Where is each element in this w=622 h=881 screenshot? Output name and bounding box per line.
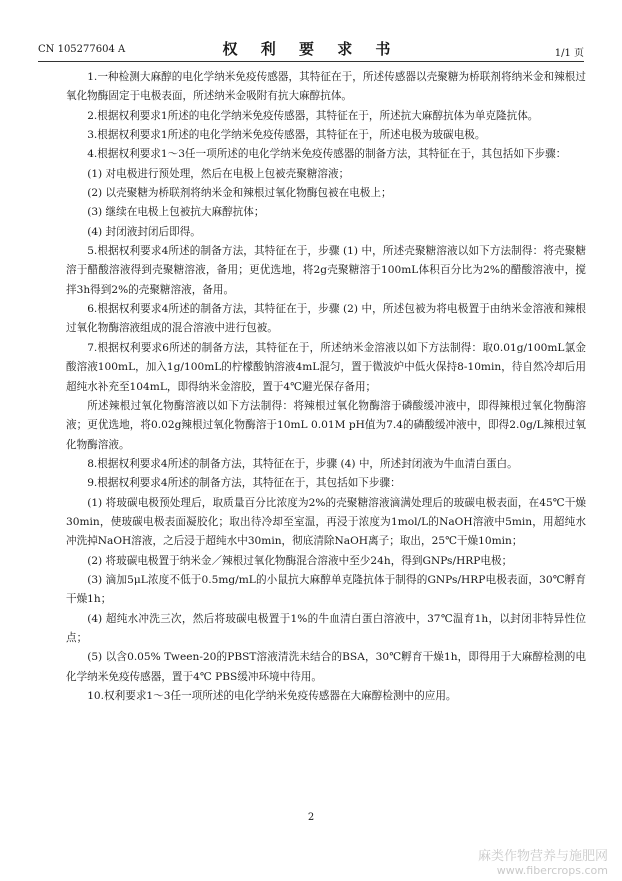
claim-8: 8.根据权利要求4所述的制备方法，其特征在于，步骤 (4) 中，所述封闭液为牛血清白蛋白。 — [87, 457, 518, 470]
claim-9-step-3: (3) 滴加5μL浓度不低于0.5mg/mL的小鼠抗大麻醇单克隆抗体于制得的GNPs/HRP电极表面，30℃孵育干燥1h； — [66, 573, 586, 606]
claim-4-step-1: (1) 对电极进行预处理，然后在电极上包被壳聚糖溶液； — [87, 167, 350, 180]
claim-4-step-3: (3) 继续在电极上包被抗大麻醇抗体； — [87, 206, 265, 219]
claim-9-step-1: (1) 将玻碳电极预处理后，取质量百分比浓度为2%的壳聚糖溶液滴满处理后的玻碳电极表面，在45℃干燥30min，使玻碳电极表面凝胶化；取出待冷却至室温，再浸于浓度为1mol/L的NaOH溶液中5min，用超纯水冲洗掉NaOH溶液，之后浸于超纯水中30min，彻底清除NaOH离子；取出，25℃干燥10min； — [66, 496, 586, 548]
header-divider — [38, 61, 584, 62]
claim-6: 6.根据权利要求4所述的制备方法，其特征在于，步骤 (2) 中，所述包被为将电极置于由纳米金溶液和辣根过氧化物酶溶液组成的混合溶液中进行包被。 — [66, 303, 586, 335]
page-number: 2 — [307, 812, 315, 823]
document-title: 权 利 要 求 书 — [222, 40, 400, 58]
claim-4: 4.根据权利要求1～3任一项所述的电化学纳米免疫传感器的制备方法，其特征在于，其包括如下步骤： — [87, 148, 567, 161]
claim-9: 9.根据权利要求4所述的制备方法，其特征在于，其包括如下步骤： — [87, 477, 401, 490]
claim-7: 7.根据权利要求6所述的制备方法，其特征在于，所述纳米金溶液以如下方法制得：取0.01g/100mL氯金酸溶液100mL，加入1g/100mL的柠檬酸钠溶液4mL混匀，置于微波炉中低火保持8-10min，待自然冷却后用超纯水补充至104mL，即得纳米金溶胶，置于4℃避光保存备用； — [66, 341, 586, 393]
watermark-url: www.fibercrops.com — [496, 864, 608, 877]
page-header — [38, 38, 584, 60]
claim-9-step-5: (5) 以含0.05% Tween-20的PBST溶液清洗未结合的BSA，30℃孵育干燥1h，即得用于大麻醇检测的电化学纳米免疫传感器，置于4℃ PBS缓冲环境中待用。 — [66, 651, 586, 683]
page-indicator: 1/1 页 — [554, 48, 584, 59]
watermark — [478, 845, 608, 877]
claims-body — [66, 68, 586, 706]
watermark-title: 麻类作物营养与施肥网 — [477, 849, 608, 864]
claim-3: 3.根据权利要求1所述的电化学纳米免疫传感器，其特征在于，所述电极为玻碳电极。 — [87, 129, 486, 142]
claim-10: 10.权利要求1～3任一项所述的电化学纳米免疫传感器在大麻醇检测中的应用。 — [87, 690, 457, 702]
claim-4-step-2: (2) 以壳聚糖为桥联剂将纳米金和辣根过氧化物酶包被在电极上； — [87, 187, 392, 200]
claim-7-continued: 所述辣根过氧化物酶溶液以如下方法制得：将辣根过氧化物酶溶于磷酸缓冲液中，即得辣根过氧化物酶溶液；更优选地，将0.02g辣根过氧化物酶溶于10mL 0.01M pH值为7.4的磷酸缓冲液中，即得2.0g/L辣根过氧化物酶溶液。 — [66, 399, 586, 451]
claim-9-step-2: (2) 将玻碳电极置于纳米金／辣根过氧化物酶混合溶液中至少24h，得到GNPs/HRP电极； — [87, 554, 513, 567]
claim-4-step-4: (4) 封闭液封闭后即得。 — [87, 225, 201, 238]
claim-1: 1.一种检测大麻醇的电化学纳米免疫传感器，其特征在于，所述传感器以壳聚糖为桥联剂将纳米金和辣根过氧化物酶固定于电极表面，所述纳米金吸附有抗大麻醇抗体。 — [66, 71, 586, 103]
document-number: CN 105277604 A — [38, 44, 126, 55]
claim-2: 2.根据权利要求1所述的电化学纳米免疫传感器，其特征在于，所述抗大麻醇抗体为单克隆抗体。 — [87, 109, 539, 122]
claim-9-step-4: (4) 超纯水冲洗三次，然后将玻碳电极置于1%的牛血清白蛋白溶液中，37℃温育1h，以封闭非特异性位点； — [66, 612, 586, 644]
claim-5: 5.根据权利要求4所述的制备方法，其特征在于，步骤 (1) 中，所述壳聚糖溶液以如下方法制得：将壳聚糖溶于醋酸溶液得到壳聚糖溶液，备用；更优选地，将2g壳聚糖溶于100mL体积百分比为2%的醋酸溶液中，搅拌3h得到2%的壳聚糖溶液，备用。 — [66, 245, 586, 296]
